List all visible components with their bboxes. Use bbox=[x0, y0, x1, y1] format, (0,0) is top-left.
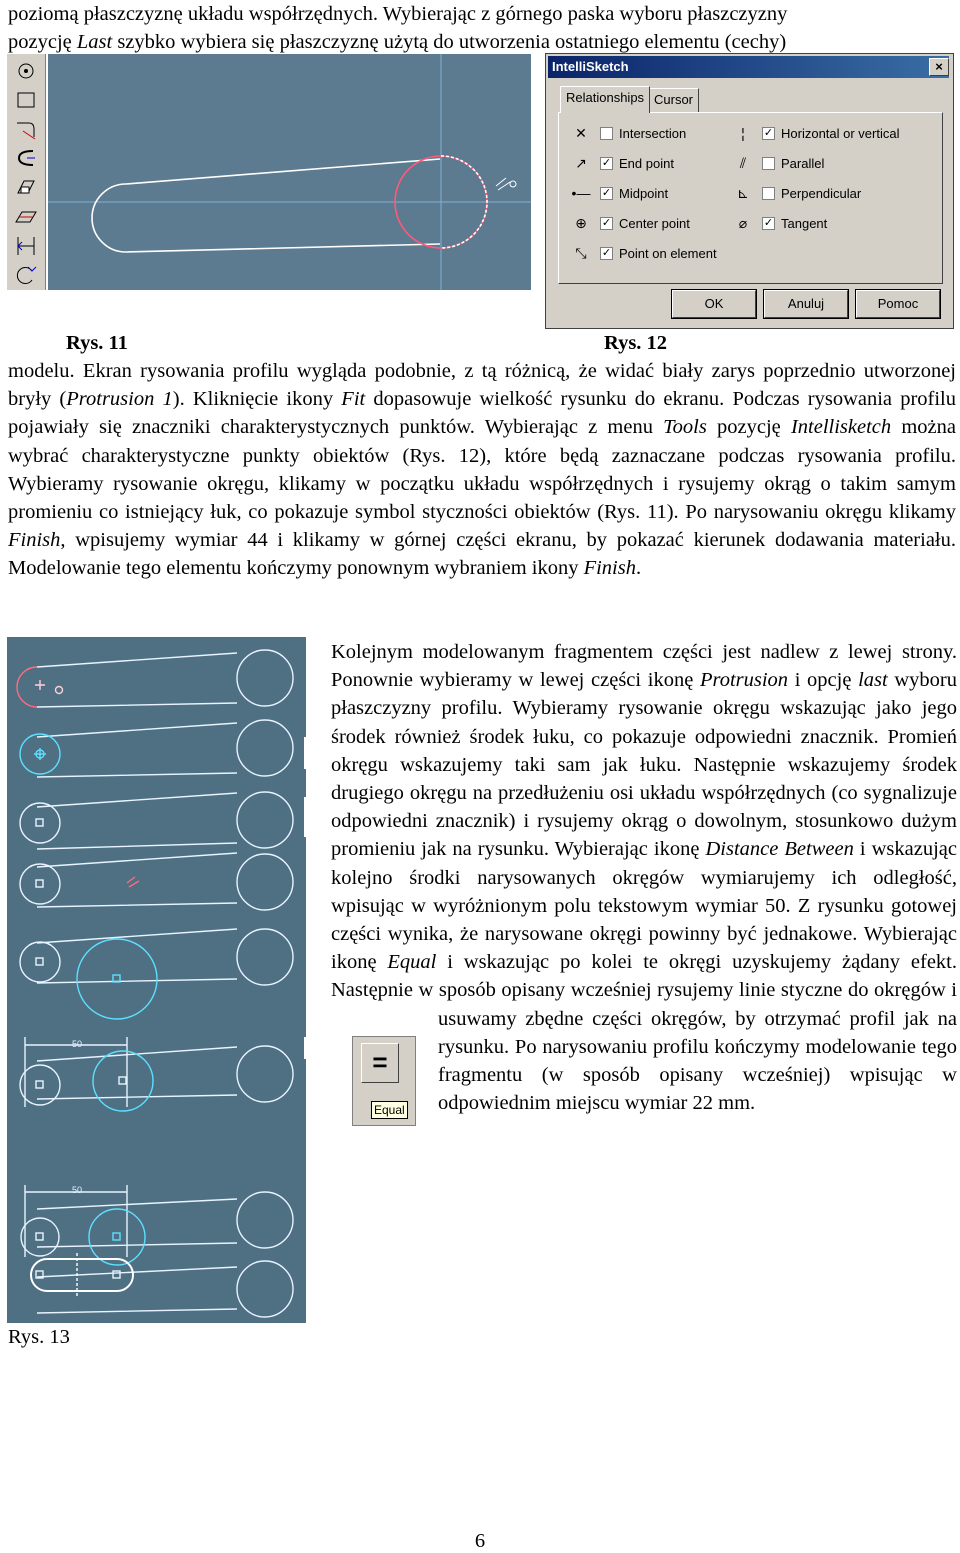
intro-text bbox=[8, 0, 956, 56]
option-label: Horizontal or vertical bbox=[781, 126, 900, 141]
option-label: Tangent bbox=[781, 216, 828, 231]
project-tool-icon[interactable] bbox=[13, 175, 39, 199]
last-term: Last bbox=[76, 31, 113, 54]
option-label: Intersection bbox=[619, 126, 687, 141]
intro-line-1: poziomą płaszczyznę układu współrzędnych. Wybierając z górnego paska wyboru płaszczyzny bbox=[8, 3, 788, 25]
dimension-label: 50 bbox=[71, 1039, 83, 1049]
text-run: i wskazując po kolei te okręgi uzyskujemy żądany efekt. Następnie w sposób opisany wcześniej rysujemy linie styczne do okręgów i usuwamy zbędne części okręgów, by otrzymać profil jak na rysunku. Po narysowaniu profilu kończymy modelowanie tego fragmentu (w sposób opisany wcześniej) wpisując w odpowiednim miejscu wymiar 22 mm. bbox=[331, 951, 957, 1115]
text-run: i opcję bbox=[788, 669, 859, 692]
select-tool-icon[interactable] bbox=[13, 59, 39, 83]
frame-5 bbox=[20, 929, 293, 1019]
frame-2 bbox=[20, 720, 293, 777]
equal-icon[interactable]: = bbox=[361, 1043, 399, 1083]
ok-button[interactable]: OK bbox=[672, 290, 756, 318]
close-icon[interactable]: × bbox=[929, 58, 949, 76]
term: Fit bbox=[341, 388, 366, 411]
sketch-drawing-fig11 bbox=[48, 54, 531, 290]
cancel-button[interactable]: Anuluj bbox=[764, 290, 848, 318]
option-label: Point on element bbox=[619, 246, 717, 261]
horizontal-vertical-icon: ¦ bbox=[741, 125, 745, 141]
term: Protrusion 1 bbox=[66, 388, 173, 411]
option-end-point[interactable] bbox=[570, 154, 674, 172]
term: Finish bbox=[8, 529, 61, 552]
dimension-tool-icon[interactable] bbox=[13, 234, 39, 258]
paragraph-2 bbox=[330, 638, 957, 1128]
end-point-checkbox[interactable]: ✓ bbox=[601, 157, 612, 170]
tab-cursor[interactable]: Cursor bbox=[648, 88, 699, 113]
term: Equal bbox=[387, 951, 437, 974]
option-label: Perpendicular bbox=[781, 186, 862, 201]
intersection-icon: ✕ bbox=[575, 125, 587, 141]
text-run: wyboru płaszczyzny profilu. Wybieramy rysowanie okręgu wskazując jako jego środek również środek łuku, co pokazuje odpowiedni znacznik. Promień okręgu wskazujemy taki sam jak łuku. Następnie wskazujemy środek drugiego okręgu na przedłużeniu osi układu współrzędnych (co sygnalizuje odpowiedni znacznik) i rysujemy okrąg o dowolnym, stosunkowo dużym promieniu jak na rysunku. Wybierając ikonę bbox=[331, 669, 958, 861]
intro-line-2a: pozycję bbox=[8, 31, 77, 54]
text-run: , wpisujemy wymiar 44 i klikamy w górnej części ekranu, by pokazać kierunek dodawania materiału. Modelowanie tego elementu kończymy ponownym wybraniem ikony bbox=[8, 529, 956, 580]
option-label: Parallel bbox=[781, 156, 825, 171]
center-point-checkbox[interactable]: ✓ bbox=[601, 217, 612, 230]
option-midpoint[interactable] bbox=[570, 184, 668, 202]
dimension-label: 50 bbox=[71, 1185, 83, 1195]
plane-tool-icon[interactable] bbox=[13, 204, 39, 228]
text-run: pozycję bbox=[706, 416, 791, 439]
option-intersection[interactable] bbox=[570, 124, 686, 142]
frame-3 bbox=[20, 792, 293, 849]
equal-tooltip: Equal bbox=[371, 1101, 408, 1119]
point-on-element-icon: ⤡ bbox=[575, 245, 587, 261]
page-number: 6 bbox=[474, 1530, 486, 1552]
frame-7 bbox=[21, 1185, 293, 1265]
sketch-sequence-fig13 bbox=[7, 637, 306, 1323]
option-horizontal-vertical[interactable] bbox=[732, 124, 900, 142]
point-on-element-checkbox[interactable]: ✓ bbox=[601, 247, 612, 260]
option-label: End point bbox=[619, 156, 674, 171]
option-tangent[interactable] bbox=[732, 214, 827, 232]
term: last bbox=[858, 669, 888, 692]
perpendicular-icon: ⊾ bbox=[737, 185, 749, 201]
line-tool-icon[interactable] bbox=[13, 117, 39, 141]
midpoint-icon: •— bbox=[571, 185, 591, 201]
text-run: modelu. Ekran rysowania profilu wygląda podobnie, z tą różnicą, że widać biały zarys poprzednio utworzonej bryły ( bbox=[8, 360, 956, 411]
term: Intellisketch bbox=[790, 416, 892, 439]
term: Protrusion bbox=[699, 669, 789, 692]
parallel-icon: ⫽ bbox=[739, 155, 747, 171]
frame-4 bbox=[20, 853, 293, 910]
arc-tool-icon[interactable] bbox=[13, 146, 39, 170]
intellisketch-dialog bbox=[545, 53, 954, 329]
text-run: można wybrać charakterystyczne punkty obiektów (Rys. 12), które będą zaznaczane podczas rysowania profilu. Wybieramy rysowanie okręgu, klikamy w początku układu współrzędnych i rysujemy okrąg o takim samym promieniu co istniejący łuk, co pokazuje symbol styczności obiektów (Rys. 11). Po narysowaniu okręgu klikamy bbox=[8, 416, 956, 524]
frame-6 bbox=[20, 1037, 293, 1111]
rotate-tool-icon[interactable] bbox=[13, 263, 39, 287]
intersection-checkbox[interactable] bbox=[600, 127, 613, 140]
caption-rys11: Rys. 11 bbox=[66, 332, 128, 354]
sketch-toolbar bbox=[7, 54, 46, 290]
option-perpendicular[interactable] bbox=[732, 184, 861, 202]
text-run: dopasowuje wielkość rysunku do ekranu. Podczas rysowania profilu pojawiały się znaczniki charakterystycznych punktów. Wybierając z menu bbox=[8, 388, 956, 439]
end-point-icon: ↗ bbox=[575, 155, 587, 171]
tangent-icon: ⌀ bbox=[738, 215, 748, 231]
rectangle-tool-icon[interactable] bbox=[13, 88, 39, 112]
option-label: Center point bbox=[619, 216, 690, 231]
sketch-viewport-fig13 bbox=[7, 637, 306, 1323]
text-run: . bbox=[636, 557, 642, 580]
option-parallel[interactable] bbox=[732, 154, 824, 172]
term: Tools bbox=[663, 416, 707, 439]
parallel-checkbox[interactable] bbox=[762, 157, 775, 170]
frame-8 bbox=[31, 1253, 293, 1317]
frame-1 bbox=[17, 650, 293, 707]
dialog-title: IntelliSketch bbox=[548, 56, 949, 78]
option-point-on-element[interactable] bbox=[570, 244, 717, 262]
sketch-viewport-fig11 bbox=[48, 54, 531, 290]
help-button[interactable]: Pomoc bbox=[856, 290, 940, 318]
midpoint-checkbox[interactable]: ✓ bbox=[601, 187, 612, 200]
text-run: i wskazując kolejno środki narysowanych okręgów wymiarujemy ich odległość, wpisując w wyróżnionym polu tekstowym wymiar 50. Z rysunku gotowej części wynika, że narysowane okręgi powinny być jednakowe. Wybierając ikonę bbox=[331, 838, 957, 974]
option-center-point[interactable] bbox=[570, 214, 690, 232]
caption-rys13: Rys. 13 bbox=[8, 1326, 70, 1348]
text-run: ). Kliknięcie ikony bbox=[172, 388, 342, 411]
term: Finish bbox=[583, 557, 636, 580]
tab-relationships[interactable]: Relationships bbox=[560, 86, 650, 113]
term: Distance Between bbox=[705, 838, 854, 861]
perpendicular-checkbox[interactable] bbox=[762, 187, 775, 200]
horizontal-vertical-checkbox[interactable]: ✓ bbox=[763, 127, 774, 140]
option-label: Midpoint bbox=[619, 186, 669, 201]
intro-line-2b: szybko wybiera się płaszczyznę użytą do utworzenia ostatniego elementu (cechy) bbox=[112, 31, 787, 54]
paragraph-1 bbox=[8, 357, 956, 583]
center-point-icon: ⊕ bbox=[575, 215, 587, 231]
text-run: Kolejnym modelowanym fragmentem części jest nadlew z lewej strony. Ponownie wybieramy w lewej części ikonę bbox=[331, 641, 957, 692]
tangent-checkbox[interactable]: ✓ bbox=[763, 217, 774, 230]
caption-rys12: Rys. 12 bbox=[604, 332, 668, 354]
